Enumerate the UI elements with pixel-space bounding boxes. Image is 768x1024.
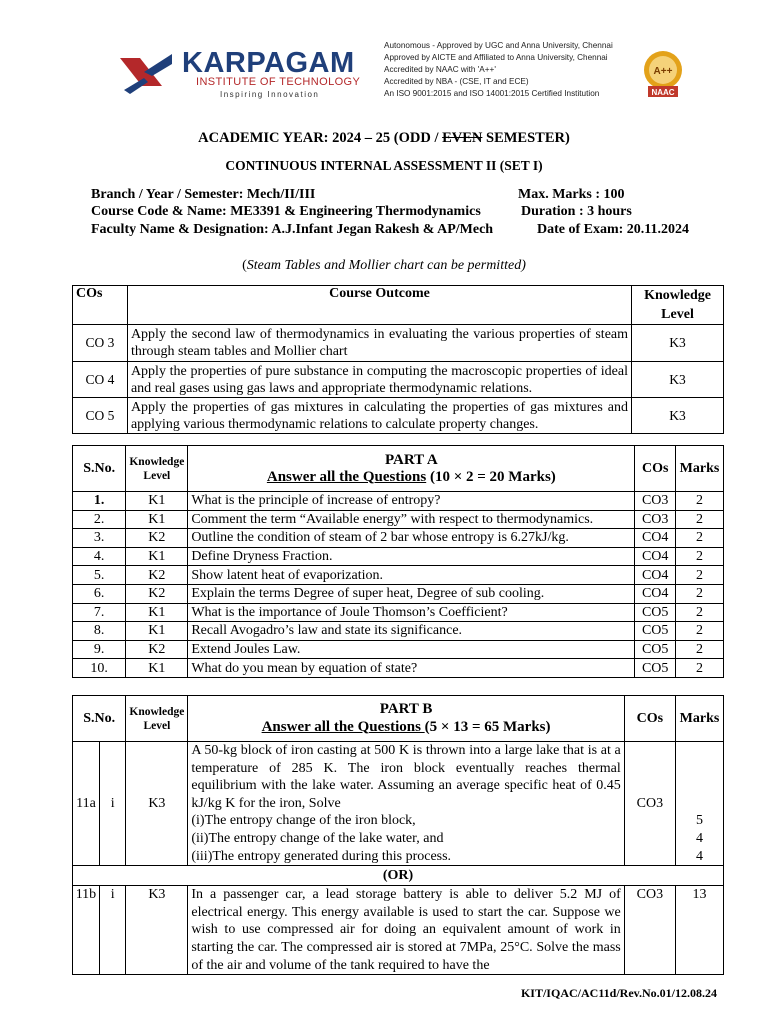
question-level: K1 xyxy=(126,510,188,529)
question-marks: 2 xyxy=(676,510,724,529)
question-number: 11a xyxy=(73,742,100,866)
question-level: K1 xyxy=(126,492,188,511)
naac-grade: A++ xyxy=(653,66,673,77)
part-a-title: PART A Answer all the Questions (10 × 2 = 20 Marks) xyxy=(188,446,635,492)
exam-date: Date of Exam: 20.11.2024 xyxy=(537,222,690,237)
question-number: 9. xyxy=(73,640,126,659)
karpagam-logo-icon xyxy=(118,50,174,94)
question-text: What is the importance of Joule Thomson’s Coefficient? xyxy=(188,603,635,622)
question-co: CO5 xyxy=(635,603,676,622)
course-info: Course Code & Name: ME3391 & Engineering Thermodynamics xyxy=(91,204,481,219)
table-row: CO 5 Apply the properties of gas mixtures in calculating the properties of gas mixtures and applying various thermodynamic relations to calculate property changes. K3 xyxy=(73,398,724,434)
marks-header: Marks xyxy=(676,446,724,492)
cos-header: COs xyxy=(624,696,675,742)
question-level: K2 xyxy=(126,566,188,585)
table-row xyxy=(73,640,724,659)
question-co: CO5 xyxy=(635,659,676,678)
question-marks: 2 xyxy=(676,640,724,659)
sno-header: S.No. xyxy=(73,696,126,742)
question-level: K1 xyxy=(126,622,188,641)
or-separator: (OR) xyxy=(73,866,724,886)
question-marks: 2 xyxy=(676,492,724,511)
question-subpart: i xyxy=(99,742,126,866)
marks-header: Marks xyxy=(676,696,724,742)
academic-year: ACADEMIC YEAR: 2024 – 25 (ODD / EVEN SEMESTER) xyxy=(198,130,570,146)
question-co: CO4 xyxy=(635,547,676,566)
question-level: K1 xyxy=(126,547,188,566)
question-marks: 2 xyxy=(676,584,724,603)
question-level: K3 xyxy=(126,742,188,866)
question-11b-row xyxy=(73,886,724,975)
question-level: K1 xyxy=(126,659,188,678)
question-text: Recall Avogadro’s law and state its significance. xyxy=(188,622,635,641)
question-text: What is the principle of increase of entropy? xyxy=(188,492,635,511)
question-co: CO3 xyxy=(624,886,675,975)
accreditation-line: Accredited by NBA - (CSE, IT and ECE) xyxy=(384,77,529,86)
question-number: 3. xyxy=(73,529,126,548)
question-11a-row xyxy=(73,742,724,866)
question-level: K1 xyxy=(126,603,188,622)
table-row xyxy=(73,622,724,641)
cos-header: COs xyxy=(635,446,676,492)
document-footer-code: KIT/IQAC/AC11d/Rev.No.01/12.08.24 xyxy=(520,986,717,1000)
question-text: Explain the terms Degree of super heat, Degree of sub cooling. xyxy=(188,584,635,603)
knowledge-level-header: Knowledge Level xyxy=(126,696,188,742)
question-marks: 5 4 4 xyxy=(676,742,724,866)
accreditation-list xyxy=(384,40,634,100)
assessment-title: CONTINUOUS INTERNAL ASSESSMENT II (SET I) xyxy=(225,158,543,173)
question-text: Outline the condition of steam of 2 bar whose entropy is 6.27kJ/kg. xyxy=(188,529,635,548)
institution-name: KARPAGAM xyxy=(182,47,355,79)
permission-note: (Steam Tables and Mollier chart can be permitted) xyxy=(242,258,526,273)
accreditation-line: Autonomous - Approved by UGC and Anna University, Chennai xyxy=(384,41,613,50)
table-row xyxy=(73,492,724,511)
outcome-header: Course Outcome xyxy=(127,286,631,325)
question-co: CO5 xyxy=(635,640,676,659)
question-text: A 50-kg block of iron casting at 500 K is thrown into a large lake that is at a temperature of 285 K. The iron block eventually reaches thermal equilibrium with the lake water. Assuming an average specific heat of 0.45 kJ/kg K for the iron, Solve (i)The entropy change of the iron block, (ii)The entropy change of the lake water, and (iii)The entropy generated during this process. xyxy=(188,742,624,866)
question-marks: 2 xyxy=(676,622,724,641)
question-text: Define Dryness Fraction. xyxy=(188,547,635,566)
question-level: K2 xyxy=(126,584,188,603)
knowledge-level-header: Knowledge Level xyxy=(632,286,724,325)
part-a-table xyxy=(72,445,724,678)
knowledge-level-header: Knowledge Level xyxy=(126,446,188,492)
question-co: CO3 xyxy=(635,492,676,511)
table-row: CO 4 Apply the properties of pure substance in computing the macroscopic properties of ideal and real gases using gas laws and appropriate thermodynamic relations. K3 xyxy=(73,362,724,398)
question-text: Extend Joules Law. xyxy=(188,640,635,659)
question-number: 5. xyxy=(73,566,126,585)
course-outcome-table xyxy=(72,285,724,434)
question-co: CO5 xyxy=(635,622,676,641)
question-number: 10. xyxy=(73,659,126,678)
table-row xyxy=(73,510,724,529)
naac-seal-icon xyxy=(642,48,684,100)
table-row xyxy=(73,659,724,678)
branch-info: Branch / Year / Semester: Mech/II/III xyxy=(91,187,316,202)
question-co: CO3 xyxy=(624,742,675,866)
question-co: CO4 xyxy=(635,566,676,585)
question-number: 2. xyxy=(73,510,126,529)
faculty-info: Faculty Name & Designation: A.J.Infant Jegan Rakesh & AP/Mech xyxy=(91,222,494,237)
question-marks: 2 xyxy=(676,529,724,548)
max-marks: Max. Marks : 100 xyxy=(518,187,625,202)
question-marks: 13 xyxy=(676,886,724,975)
question-number: 6. xyxy=(73,584,126,603)
institution-tagline: Inspiring Innovation xyxy=(220,90,320,99)
co-header: COs xyxy=(73,286,128,325)
table-row xyxy=(73,584,724,603)
question-co: CO3 xyxy=(635,510,676,529)
question-marks: 2 xyxy=(676,566,724,585)
question-number: 8. xyxy=(73,622,126,641)
question-number: 7. xyxy=(73,603,126,622)
question-marks: 2 xyxy=(676,659,724,678)
question-level: K2 xyxy=(126,529,188,548)
accreditation-line: Approved by AICTE and Affiliated to Anna University, Chennai xyxy=(384,53,608,62)
table-row xyxy=(73,529,724,548)
sno-header: S.No. xyxy=(73,446,126,492)
part-b-table xyxy=(72,695,724,975)
accreditation-line: An ISO 9001:2015 and ISO 14001:2015 Certified Institution xyxy=(384,89,600,98)
question-number: 1. xyxy=(73,492,126,511)
table-row xyxy=(73,566,724,585)
institution-header xyxy=(98,30,710,118)
accreditation-line: Accredited by NAAC with 'A++' xyxy=(384,65,496,74)
question-level: K3 xyxy=(126,886,188,975)
institution-subtitle: INSTITUTE OF TECHNOLOGY xyxy=(196,76,361,88)
part-b-title: PART B Answer all the Questions (5 × 13 = 65 Marks) xyxy=(188,696,624,742)
question-subpart: i xyxy=(99,886,126,975)
question-co: CO4 xyxy=(635,584,676,603)
question-level: K2 xyxy=(126,640,188,659)
table-row: CO 3 Apply the second law of thermodynamics in evaluating the various properties of steam through steam tables and Mollier chart K3 xyxy=(73,325,724,362)
table-row xyxy=(73,547,724,566)
naac-label: NAAC xyxy=(651,88,675,97)
question-text: Show latent heat of evaporization. xyxy=(188,566,635,585)
question-text: What do you mean by equation of state? xyxy=(188,659,635,678)
question-number: 4. xyxy=(73,547,126,566)
question-marks: 2 xyxy=(676,547,724,566)
question-text: In a passenger car, a lead storage battery is able to deliver 5.2 MJ of electrical energy. This energy available is used to start the car. Suppose we wish to use compressed air for doing an equivalent amount of work in starting the car. The compressed air is stored at 7MPa, 25°C. Solve the mass of the air and volume of the tank required to have the xyxy=(188,886,624,975)
duration: Duration : 3 hours xyxy=(521,204,632,219)
table-row xyxy=(73,603,724,622)
question-co: CO4 xyxy=(635,529,676,548)
question-text: Comment the term “Available energy” with respect to thermodynamics. xyxy=(188,510,635,529)
question-number: 11b xyxy=(73,886,100,975)
question-marks: 2 xyxy=(676,603,724,622)
